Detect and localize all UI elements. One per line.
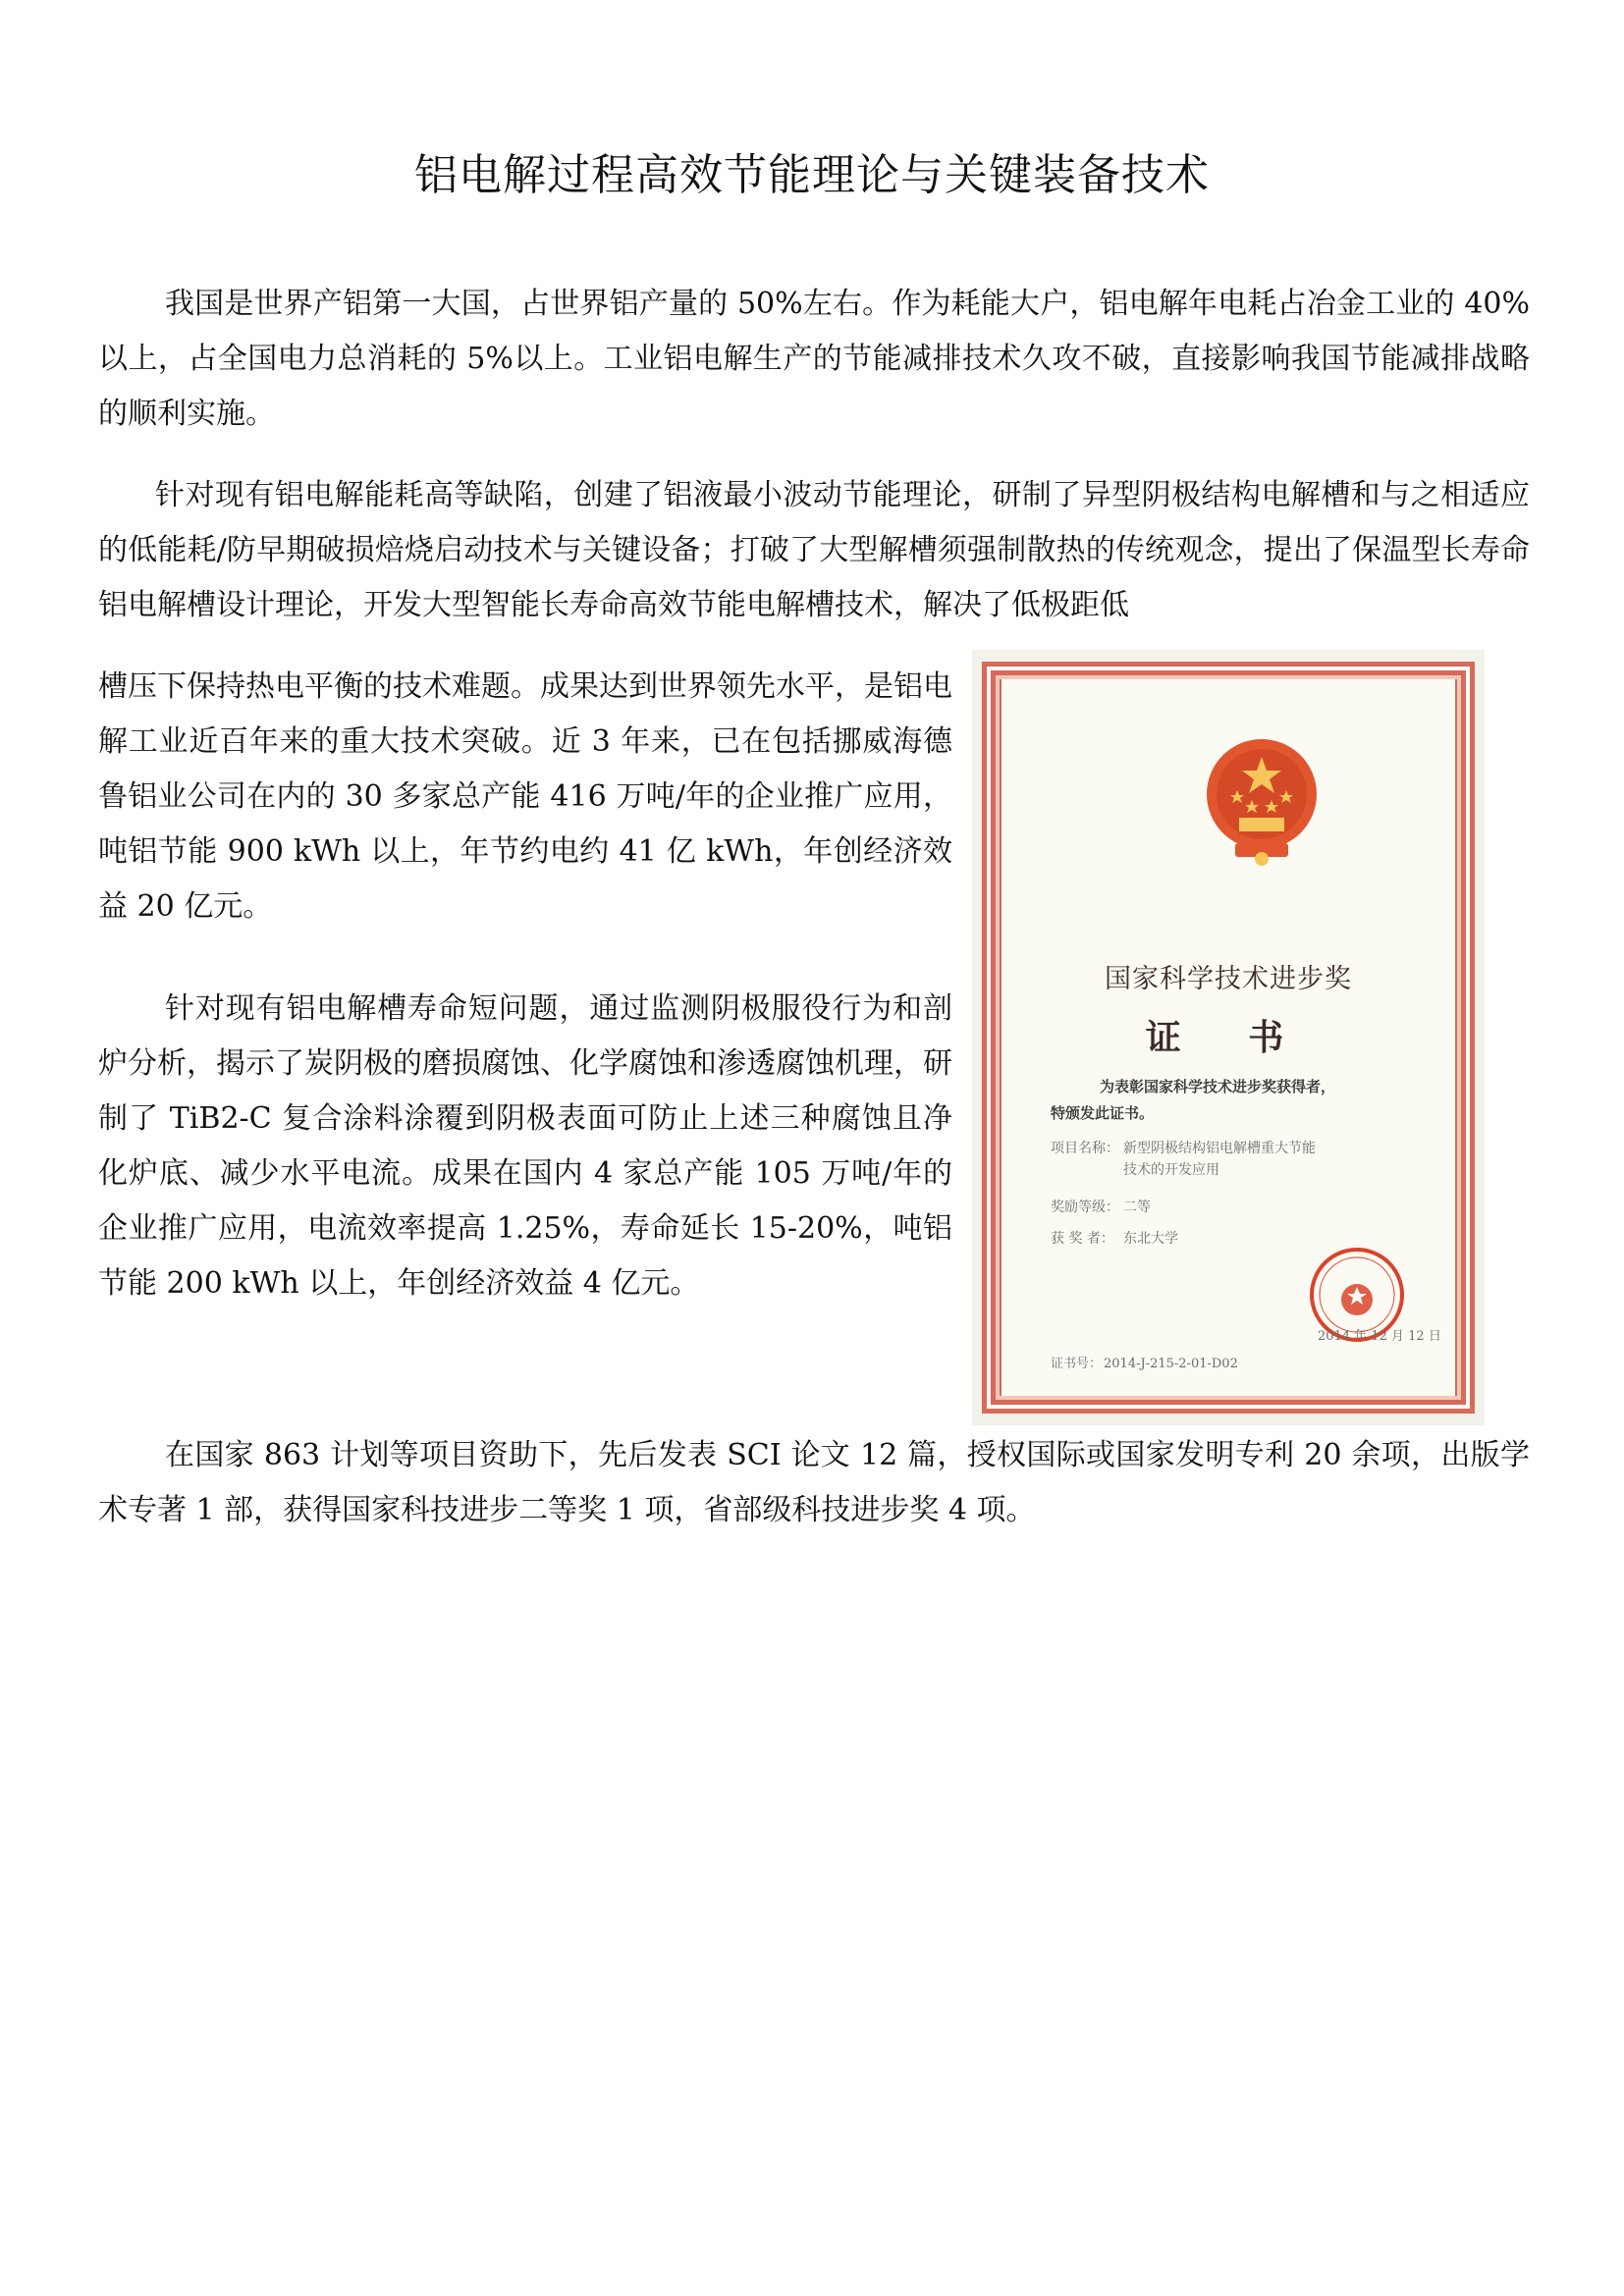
project-name-line-2: 技术的开发应用 [1123,1162,1219,1178]
certificate-number-label: 证书号： [1051,1357,1103,1371]
paragraph-achievements: 在国家 863 计划等项目资助下，先后发表 SCI 论文 12 篇，授权国际或国家发明专利 20 余项，出版学术专著 1 部，获得国家科技进步二等奖 1 项，省部级科技进步奖 4 项。 [98,1438,1530,1527]
page-title: 铝电解过程高效节能理论与关键装备技术 [414,150,1210,200]
award-certificate-image [972,650,1485,1425]
certificate-line-1: 为表彰国家科学技术进步奖获得者， [1100,1078,1336,1095]
issue-date: 2014 年 12 月 12 日 [1318,1329,1441,1344]
certificate-line-2: 特颁发此证书。 [1051,1104,1155,1122]
award-grade-label: 奖励等级： [1051,1200,1119,1215]
certificate-heading: 证 书 [1145,1017,1312,1058]
award-grade-value: 二等 [1123,1200,1151,1215]
certificate-number: 2014-J-215-2-01-D02 [1104,1357,1238,1371]
paragraph-technology-part2: 槽压下保持热电平衡的技术难题。成果达到世界领先水平，是铝电解工业近百年来的重大技术突破。近 3 年来，已在包括挪威海德鲁铝业公司在内的 30 多家总产能 416 万吨/年的企业推广应用，吨铝节能 900 kWh 以上，年节约电约 41 亿 kWh，年创经济效益 20 亿元。 [98,669,952,924]
winner-value: 东北大学 [1123,1231,1178,1247]
paragraph-intro: 我国是世界产铝第一大国，占世界铝产量的 50%左右。作为耗能大户，铝电解年电耗占冶金工业的 40%以上，占全国电力总消耗的 5%以上。工业铝电解生产的节能减排技术久攻不破，直接影响我国节能减排战略的顺利实施。 [98,287,1530,431]
award-title: 国家科学技术进步奖 [1105,964,1352,994]
paragraph-cathode: 针对现有铝电解槽寿命短问题，通过监测阴极服役行为和剖炉分析，揭示了炭阴极的磨损腐蚀、化学腐蚀和渗透腐蚀机理，研制了 TiB2-C 复合涂料涂覆到阴极表面可防止上述三种腐蚀且净化炉底、减少水平电流。成果在国内 4 家总产能 105 万吨/年的企业推广应用，电流效率提高 1.25%，寿命延长 15-20%，吨铝节能 200 kWh 以上，年创经济效益 4 亿元。 [98,991,952,1301]
paragraph-technology-part1: 针对现有铝电解能耗高等缺陷，创建了铝液最小波动节能理论，研制了异型阴极结构电解槽和与之相适应的低能耗/防早期破损焙烧启动技术与关键设备；打破了大型解槽须强制散热的传统观念，提出了保温型长寿命铝电解槽设计理论，开发大型智能长寿命高效节能电解槽技术，解决了低极距低 [98,478,1530,622]
certificate-body [1001,679,1455,1396]
winner-label: 获 奖 者： [1051,1231,1114,1247]
national-emblem-icon [1198,733,1326,871]
project-name-line-1: 新型阴极结构铝电解槽重大节能 [1123,1141,1316,1156]
project-name-label: 项目名称： [1051,1141,1119,1156]
